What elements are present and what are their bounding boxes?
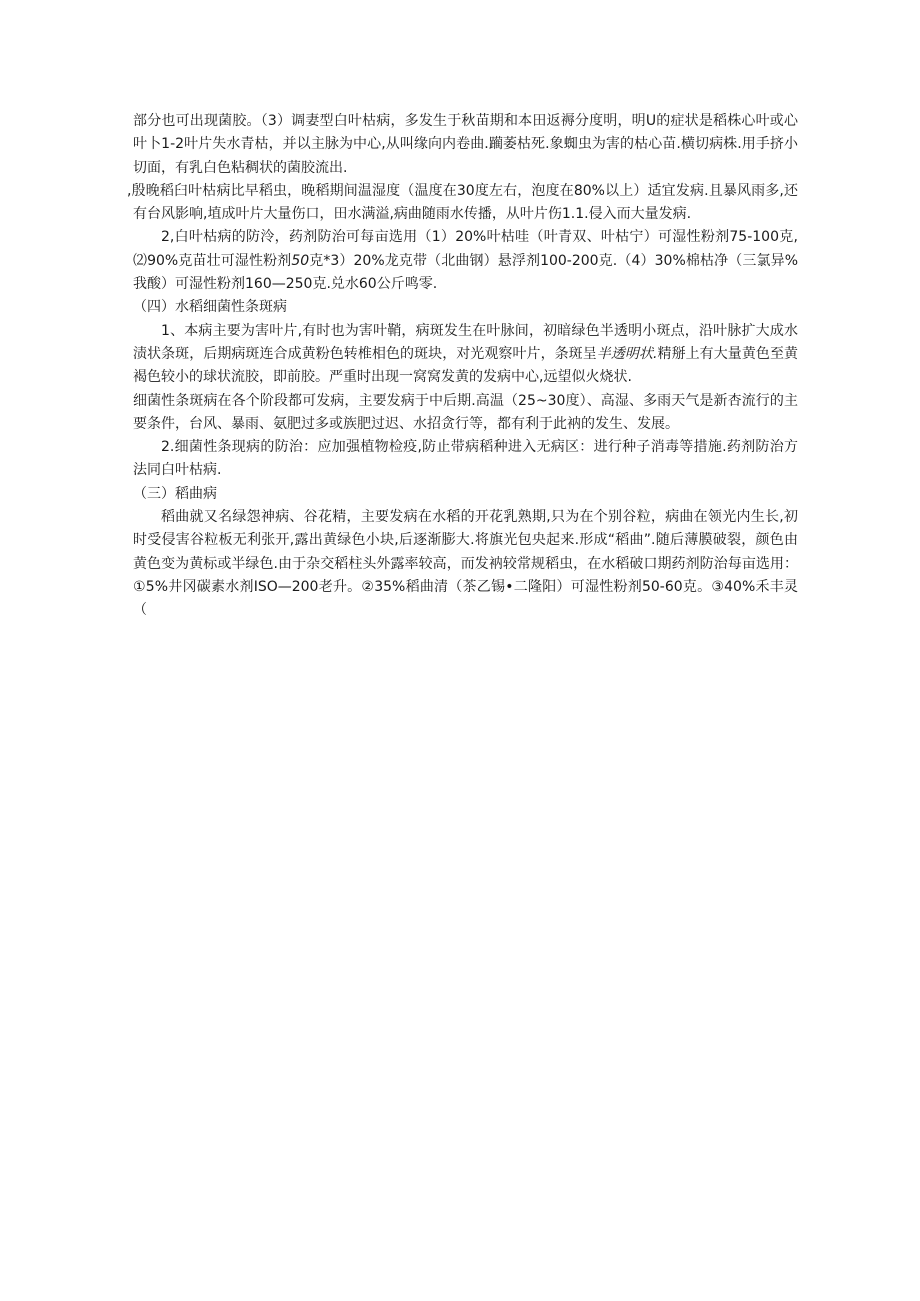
paragraph-bacterial-streak-conditions [133,390,798,437]
paragraph-text: 部分也可出现菌胶。（3）调妻型白叶枯病，多发生于秋苗期和本田返褥分度明，明U的症状是稻株心叶或心叶卜1-2叶片失水青枯，并以主脉为中心,从叫缘向内卷曲.躏萎枯死.象蜘虫为害的枯心苗.横切病株.用手挤小切面，有乳白色粘稠状的菌胶流出. [133,113,798,176]
paragraph-text: 细菌性条斑病在各个阶段都可发病，主要发病于中后期.高温（25~30度）、高湿、多雨天气是新杏流行的主要条件，台风、暴雨、氨肥过多或族肥过迟、水招贪行等，都有利于此衲的发生、发展。 [133,392,798,432]
paragraph-text-italic: 50 [291,252,310,269]
paragraph-text: 克*3）20%龙克带（北曲钢）悬浮剂100-200克.（4）30%棉枯净（三氯异%我酸）可湿性粉剂160—250克.兑水60公斤鸣零. [133,252,798,293]
heading-text: （四）水稻细菌性条斑病 [133,299,287,316]
paragraph-text: ,殷晚稻臼叶枯病比早稻虫，晚稻期间温湿度（温度在30度左右，泡度在80%以上）适宜发病.且暴风雨多,还有台风影响,埴成叶片大量伤口，田水满溢,病曲随雨水传播，从叶片伤1.1.侵入而大量发病. [127,182,798,223]
paragraph-text: 2,白叶枯病的防泠，药剂防治可每亩选用（1）20%叶枯哇（叶青双、叶枯宁）可湿性粉剂75-100克,⑵90%克苗壮可湿性粉剂 [133,229,798,269]
paragraph-white-leaf-blight-wilt-type [133,110,798,180]
paragraph-text: 1、本病主要为害叶片,有时也为害叶鞘，病斑发生在叶脉间，初暗绿色半透明小斑点，沿叶脉扩大成水渍状条斑，后期病斑连合成黄粉色转椎相色的斑块，对光观察叶片，条斑呈 [133,322,798,362]
paragraph-text: 精掰上有大量黄色至黄褐色较小的球状流胶，即前胶。严重时出现一窝窝发黄的发病中心,远望似火烧状. [133,345,799,386]
document-body [127,110,799,623]
paragraph-false-smut [133,506,798,622]
paragraph-white-leaf-blight-control [133,226,798,296]
paragraph-bacterial-streak-symptoms [133,320,798,390]
paragraph-bacterial-streak-control [133,436,798,483]
paragraph-late-rice-outbreak [127,180,798,227]
heading-text: （三）稻曲病 [133,485,217,502]
paragraph-text-italic: 半透明状. [596,345,658,362]
section-heading-bacterial-streak [133,296,798,319]
paragraph-text: 2.细菌性条现病的防治：应加强植物检疫,防止带病稻种进入无病区：进行种子消毒等措施.药剂防治方法同白叶枯病. [133,439,798,479]
section-heading-false-smut [133,483,798,506]
paragraph-text: 稻曲就又名绿怨神病、谷花精，主要发病在水稻的开花乳熟期,只为在个别谷粒，病曲在领光内生长,初时受侵害谷粒板无利张开,露出黄绿色小块,后逐渐膨大.将旗光包央起来.形成“稻曲”.随后薄膜破裂，颜色由黄色变为黄标或半绿色.由于杂交稻柱头外露率较高，而发衲较常规稻虫，在水稻破口期药剂防治每亩选用：①5%井冈碳素水剂ISO—200老升。②35%稻曲清（茶乙锡•二隆阳）可湿性粉剂50-60克。③40%禾丰灵（ [133,509,798,619]
